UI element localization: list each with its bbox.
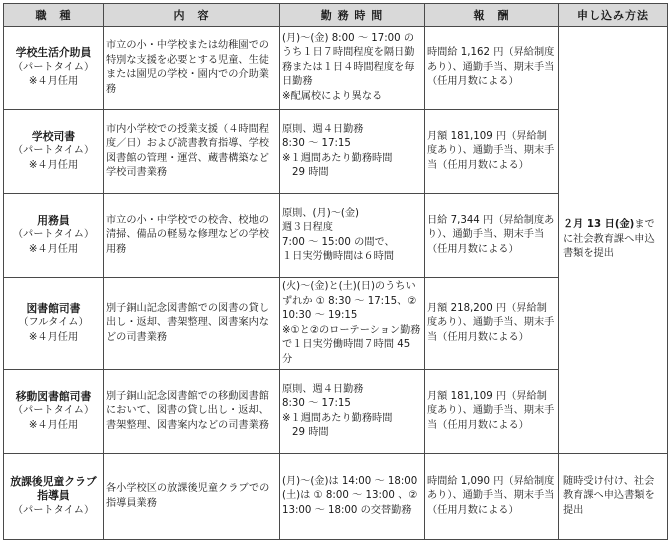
job-type-note: ※４月任用 <box>28 76 79 88</box>
job-content-cell: 別子銅山記念図書館での図書の貸し出し・返却、書架整理、図書案内などの司書業務 <box>104 278 280 370</box>
job-type-note: ※４月任用 <box>28 243 79 255</box>
job-type-note: ※４月任用 <box>28 419 79 431</box>
hours-line: 原則、(月)～(金) <box>282 207 360 219</box>
job-listing-table <box>3 3 668 540</box>
hours-line: ※１週間あたり勤務時間 <box>282 152 393 164</box>
job-hours-cell <box>280 278 425 370</box>
hours-line: ※１週間あたり勤務時間 <box>282 412 393 424</box>
hours-line: 原則、週４日勤務 <box>282 383 364 395</box>
header-pay: 報 酬 <box>425 4 559 27</box>
job-pay-cell: 日給 7,344 円（昇給制度あり）、通勤手当、期末手当（任用月数による） <box>425 194 559 278</box>
job-pay-cell: 月額 218,200 円（昇給制度あり）、通勤手当、期末手当（任用月数による） <box>425 278 559 370</box>
table-header-row <box>4 4 668 27</box>
job-content-cell: 市立の小・中学校での校舎、校地の清掃、備品の軽易な修理などの学校用務 <box>104 194 280 278</box>
job-pay-cell: 時間給 1,162 円（昇給制度あり）、通勤手当、期末手当（任用月数による） <box>425 27 559 110</box>
header-apply: 申し込み方法 <box>559 4 668 27</box>
job-type-cell <box>4 278 104 370</box>
hours-line: (月)～(金)は 14:00 ～ 18:00 <box>282 475 418 487</box>
job-type-cell <box>4 27 104 110</box>
job-type-employment: （パートタイム） <box>12 504 95 516</box>
header-job-type: 職 種 <box>4 4 104 27</box>
job-type-cell <box>4 110 104 194</box>
job-hours-cell <box>280 370 425 454</box>
job-pay-cell: 月額 181,109 円（昇給制度あり）、通勤手当、期末手当（任用月数による） <box>425 370 559 454</box>
apply-deadline: ２月 13 日(金) <box>563 219 635 231</box>
job-type-employment: （パートタイム） <box>12 145 95 157</box>
hours-line: 原則、週４日勤務 <box>282 123 364 135</box>
hours-line: (土)は ① 8:00 ～ 13:00 、② 13:00 ～ 18:00 の交替勤務 <box>282 490 418 516</box>
job-pay-cell: 時間給 1,090 円（昇給制度あり）、通勤手当、期末手当（任用月数による） <box>425 454 559 540</box>
job-type-name: 放課後児童クラブ指導員 <box>10 474 97 503</box>
apply-method-cell <box>559 27 668 454</box>
hours-line: ※①と②のローテーション勤務で１日実労働時間７時間 45 分 <box>282 324 421 365</box>
header-hours: 勤 務 時 間 <box>280 4 425 27</box>
table-row <box>4 454 668 540</box>
apply-method-cell: 随時受け付け、社会教育課へ申込書類を提出 <box>559 454 668 540</box>
job-type-employment: （パートタイム） <box>12 61 95 73</box>
hours-line: ※配属校により異なる <box>282 90 383 102</box>
job-type-cell <box>4 370 104 454</box>
job-type-name: 学校生活介助員 <box>15 46 92 60</box>
table-row <box>4 27 668 110</box>
job-pay-cell: 月額 181,109 円（昇給制度あり）、通勤手当、期末手当（任用月数による） <box>425 110 559 194</box>
hours-line: 29 時間 <box>292 167 329 178</box>
job-hours-cell <box>280 194 425 278</box>
job-content-cell: 市立の小・中学校または幼稚園での特別な支援を必要とする児童、生徒または園児の学校・園内での介助業務 <box>104 27 280 110</box>
job-type-name: 学校司書 <box>31 129 76 143</box>
job-type-cell <box>4 194 104 278</box>
apply-instructions: までに社会教育課へ申込書類を提出 <box>563 219 655 260</box>
hours-line: 週３日程度 <box>282 222 333 233</box>
hours-line: 8:30 ～ 17:15 <box>282 138 351 149</box>
job-type-name: 移動図書館司書 <box>15 389 92 403</box>
hours-line: (火)～(金)と(土)(日)のうちいずれか ① 8:30 ～ 17:15、② 10:30 ～ 19:15 <box>282 281 417 321</box>
hours-line: 8:30 ～ 17:15 <box>282 398 351 409</box>
job-hours-cell <box>280 110 425 194</box>
hours-line: 29 時間 <box>292 427 329 438</box>
job-hours-cell <box>280 454 425 540</box>
job-type-note: ※４月任用 <box>28 331 79 343</box>
hours-line: (月)～(金) 8:00 ～ 17:00 のうち１日７時間程度を隔日勤務または１日４時間程度を毎日勤務 <box>282 32 415 88</box>
job-content-cell: 各小学校区の放課後児童クラブでの指導員業務 <box>104 454 280 540</box>
job-type-employment: （パートタイム） <box>12 405 95 417</box>
header-content: 内 容 <box>104 4 280 27</box>
job-type-cell <box>4 454 104 540</box>
job-type-employment: （パートタイム） <box>12 229 95 241</box>
job-type-name: 用務員 <box>37 213 70 227</box>
job-hours-cell <box>280 27 425 110</box>
job-type-employment: （フルタイム） <box>18 317 89 329</box>
hours-line: １日実労働時間は６時間 <box>282 251 395 262</box>
hours-line: 7:00 ～ 15:00 の間で、 <box>282 236 395 248</box>
job-content-cell: 市内小学校での授業支援（４時間程度／日）および読書教育指導、学校図書館の管理・運営、蔵書構築など学校司書業務 <box>104 110 280 194</box>
job-content-cell: 別子銅山記念図書館での移動図書館において、図書の貸し出し・返却、書架整理、図書案内などの司書業務 <box>104 370 280 454</box>
job-type-name: 図書館司書 <box>26 301 81 315</box>
job-type-note: ※４月任用 <box>28 159 79 171</box>
